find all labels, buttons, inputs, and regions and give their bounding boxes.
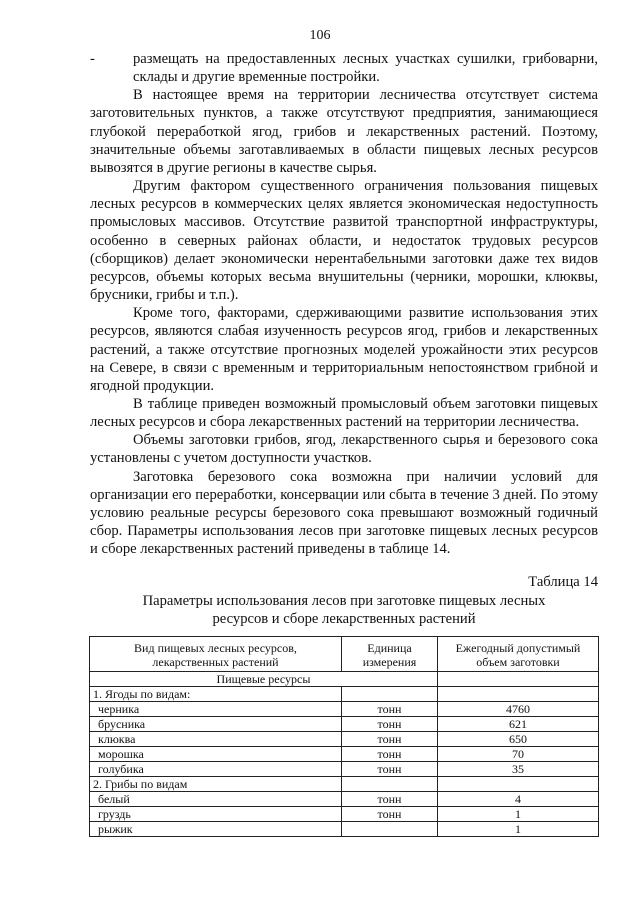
table-row bbox=[90, 807, 599, 822]
section-empty-cell bbox=[438, 672, 599, 687]
resource-name: брусника bbox=[90, 717, 342, 732]
group-title-berries: 1. Ягоды по видам: bbox=[90, 687, 342, 702]
resource-name: клюква bbox=[90, 732, 342, 747]
group-row-berries bbox=[90, 687, 599, 702]
resource-volume: 1 bbox=[438, 807, 599, 822]
resource-name: рыжик bbox=[90, 822, 342, 837]
paragraph-5: В таблице приведен возможный промысловый объем заготовки пищевых лесных ресурсов и сбора лекарственных растений на территории лесничества. bbox=[90, 395, 598, 431]
table-row bbox=[90, 702, 599, 717]
paragraph-3: Другим фактором существенного ограничения пользования пищевых лесных ресурсов в коммерческих целях является экономическая недоступность промысловых массивов. Отсутствие развитой транспортной инфраструктуры, особенно в северных районах области, и недостаток трудовых ресурсов (сборщиков) делает экономически нерентабельными заготовки даже тех видов ресурсов, объемы которых весьма внушительны (черники, морошки, клюквы, брусники, грибы и т.п.). bbox=[90, 178, 598, 304]
resource-volume: 1 bbox=[438, 822, 599, 837]
resource-volume: 35 bbox=[438, 762, 599, 777]
resource-volume: 650 bbox=[438, 732, 599, 747]
paragraph-6: Объемы заготовки грибов, ягод, лекарственного сырья и березового сока установлены с учетом доступности участков. bbox=[90, 432, 598, 467]
header-resource-type bbox=[90, 637, 342, 672]
resource-name: белый bbox=[90, 792, 342, 807]
table-row bbox=[90, 762, 599, 777]
resource-unit bbox=[342, 822, 438, 837]
paragraph-1-text: размещать на предоставленных лесных участках сушилки, грибоварни, склады и другие временные постройки. bbox=[133, 51, 598, 86]
resource-name: голубика bbox=[90, 762, 342, 777]
section-title: Пищевые ресурсы bbox=[90, 672, 438, 687]
resources-table bbox=[89, 636, 599, 837]
header-unit-line-2: измерения bbox=[362, 655, 417, 669]
table-row bbox=[90, 792, 599, 807]
paragraph-1 bbox=[90, 50, 598, 86]
paragraph-7: Заготовка березового сока возможна при наличии условий для организации его переработки, консервации или сбыта в течение 3 дней. По этому условию реальные ресурсы березового сока превышают возможный годичный сбор. Параметры использования лесов при заготовке пищевых лесных ресурсов и сборе лекарственных растений приведены в таблице 14. bbox=[90, 468, 598, 558]
table-row bbox=[90, 747, 599, 762]
header-unit bbox=[342, 637, 438, 672]
group-row-mushrooms bbox=[90, 777, 599, 792]
resource-unit: тонн bbox=[342, 807, 438, 822]
resource-unit: тонн bbox=[342, 762, 438, 777]
header-annual-volume bbox=[438, 637, 599, 672]
resource-name: груздь bbox=[90, 807, 342, 822]
resource-volume: 621 bbox=[438, 717, 599, 732]
body-text bbox=[90, 50, 598, 558]
header-resource-type-line-1: Вид пищевых лесных ресурсов, bbox=[134, 641, 297, 655]
table-row bbox=[90, 732, 599, 747]
empty-cell bbox=[438, 777, 599, 792]
header-annual-volume-line-2: объем заготовки bbox=[476, 655, 560, 669]
paragraph-2: В настоящее время на территории лесничества отсутствует система заготовительных пунктов, а также отсутствуют предприятия, занимающиеся глубокой переработкой ягод, грибов и лекарственных растений. Поэтому, значительные объемы заготавливаемых в области пищевых лесных ресурсов вывозятся в другие регионы в качестве сырья. bbox=[90, 87, 598, 176]
resource-unit: тонн bbox=[342, 702, 438, 717]
header-unit-line-1: Единица bbox=[367, 641, 412, 655]
table-header-row bbox=[90, 637, 599, 672]
resource-name: морошка bbox=[90, 747, 342, 762]
resource-name: черника bbox=[90, 702, 342, 717]
table-title-line-2: ресурсов и сборе лекарственных растений bbox=[212, 611, 476, 627]
table-label: Таблица 14 bbox=[528, 574, 598, 590]
resource-unit: тонн bbox=[342, 717, 438, 732]
resource-volume: 4760 bbox=[438, 702, 599, 717]
resource-volume: 4 bbox=[438, 792, 599, 807]
empty-cell bbox=[342, 687, 438, 702]
table-title bbox=[90, 592, 598, 628]
group-title-mushrooms: 2. Грибы по видам bbox=[90, 777, 342, 792]
table-row bbox=[90, 717, 599, 732]
page-number: 106 bbox=[309, 28, 331, 43]
empty-cell bbox=[438, 687, 599, 702]
section-row bbox=[90, 672, 599, 687]
resource-unit: тонн bbox=[342, 747, 438, 762]
header-annual-volume-line-1: Ежегодный допустимый bbox=[455, 641, 581, 655]
resource-volume: 70 bbox=[438, 747, 599, 762]
header-resource-type-line-2: лекарственных растений bbox=[152, 655, 279, 669]
empty-cell bbox=[342, 777, 438, 792]
table-title-line-1: Параметры использования лесов при заготовке пищевых лесных bbox=[142, 593, 546, 609]
paragraph-4: Кроме того, факторами, сдерживающими развитие использования этих ресурсов, являются слабая изученность ресурсов ягод, грибов и лекарственных растений, а также отсутствие прогнозных моделей урожайности этих ресурсов на Севере, в связи с временным и территориальным непостоянством грибной и ягодной продукции. bbox=[90, 305, 598, 394]
resource-unit: тонн bbox=[342, 792, 438, 807]
resource-unit: тонн bbox=[342, 732, 438, 747]
table-row bbox=[90, 822, 599, 837]
bullet-dash: - bbox=[90, 51, 95, 67]
